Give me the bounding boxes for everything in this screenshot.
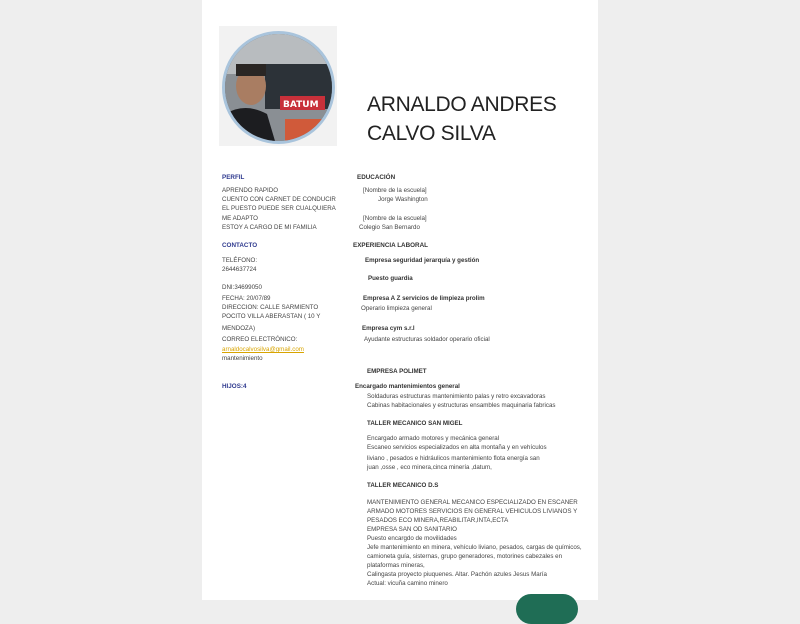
telefono-label: TELÉFONO: — [222, 257, 258, 264]
job-description-line: camioneta guía, sisternas, grupo generadores, motorines cabezales en — [367, 553, 563, 560]
school-detail: Colegio San Bernardo — [359, 224, 420, 231]
experiencia-heading: EXPERIENCIA LABORAL — [353, 242, 428, 249]
job-role: Ayudante estructuras soldador operario oficial — [364, 336, 490, 343]
hijos-heading: HIJOS:4 — [222, 383, 247, 390]
profile-photo — [222, 31, 335, 144]
job-description-line: ARMADO MOTORES SERVICIOS EN GENERAL VEHICULOS LIVIANOS Y — [367, 508, 578, 515]
school-name: [Nombre de la escuela] — [363, 187, 427, 194]
school-detail: Jorge Washington — [378, 196, 428, 203]
perfil-line: EL PUESTO PUEDE SER CUALQUIERA — [222, 205, 336, 212]
job-description-line: MANTENIMIENTO GENERAL MECANICO ESPECIALIZADO EN ESCANER — [367, 499, 578, 506]
telefono-value: 2644637724 — [222, 266, 257, 273]
job-company: Empresa A Z servicios de limpieza prolim — [363, 295, 485, 302]
job-description-line: PESADOS ECO MINERA,REABILITAR,INTA,ECTA — [367, 517, 509, 524]
correo-link[interactable]: arnaldocalvosilva@gmail.com — [222, 346, 304, 353]
perfil-line: ESTOY A CARGO DE MI FAMILIA — [222, 224, 317, 231]
contacto-extra: mantenimiento — [222, 355, 263, 362]
job-company: Empresa seguridad jerarquía y gestión — [365, 257, 480, 264]
job-description-line: Jefe mantenimiento en minera, vehículo liviano, pesados, cargas de químicos, — [367, 544, 582, 551]
plate-text: BATUM — [283, 100, 319, 110]
job-description-line: plataformas mineras, — [367, 562, 425, 569]
job-role: Puesto guardia — [368, 275, 413, 282]
job-company: TALLER MECANICO D.S — [367, 482, 439, 489]
job-description-line: EMPRESA SAN OD SANITARIO — [367, 526, 457, 533]
direccion-line: MENDOZA) — [222, 325, 255, 332]
perfil-line: ME ADAPTO — [222, 215, 258, 222]
job-role: Operario limpieza general — [361, 305, 432, 312]
perfil-line: APRENDO RAPIDO — [222, 187, 279, 194]
educacion-heading: EDUCACIÓN — [357, 174, 396, 181]
job-description-line: Escaneo servicios especializados en alta montaña y en vehículos — [367, 444, 547, 451]
name-line-2: CALVO SILVA — [367, 122, 496, 145]
name-line-1: ARNALDO ANDRES — [367, 93, 557, 116]
job-description-line: Puesto encargdo de movilidades — [367, 535, 457, 542]
job-description-line: juan ,osse , eco minera,cinca minería ,datum, — [367, 464, 492, 471]
job-description-line: Soldaduras estructuras mantenimiento palas y retro excavadoras — [367, 393, 546, 400]
job-description-line: Encargado armado motores y mecánica general — [367, 435, 500, 442]
job-description-line: Actual: vicuña camino minero — [367, 580, 448, 587]
job-company: EMPRESA POLIMET — [367, 368, 427, 375]
job-company: Empresa cym s.r.l — [362, 325, 415, 332]
correo-label: CORREO ELECTRÓNICO: — [222, 336, 298, 343]
job-company: TALLER MECANICO SAN MIGEL — [367, 420, 463, 427]
job-description-line: Cabinas habitacionales y estructuras ensambles maquinaria fabricas — [367, 402, 556, 409]
school-name: [Nombre de la escuela] — [363, 215, 427, 222]
direccion-line: POCITO VILLA ABERASTAN ( 10 Y — [222, 313, 321, 320]
dni-value: DNI:34699050 — [222, 284, 262, 291]
floating-action-button[interactable] — [516, 594, 578, 624]
job-description-line: liviano , pesados e hidráulicos mantenimiento flota energía san — [367, 455, 540, 462]
perfil-heading: PERFIL — [222, 174, 245, 181]
fecha-value: FECHA: 20/07/89 — [222, 295, 271, 302]
job-role: Encargado mantenimientos general — [355, 383, 460, 390]
perfil-line: CUENTO CON CARNET DE CONDUCIR — [222, 196, 336, 203]
contacto-heading: CONTACTO — [222, 242, 258, 249]
direccion-line: DIRECCION: CALLE SARMIENTO — [222, 304, 319, 311]
profile-photo-image — [225, 34, 332, 141]
job-description-line: Calingasta proyecto piuquenes. Altar. Pachón azules Jesus María — [367, 571, 547, 578]
